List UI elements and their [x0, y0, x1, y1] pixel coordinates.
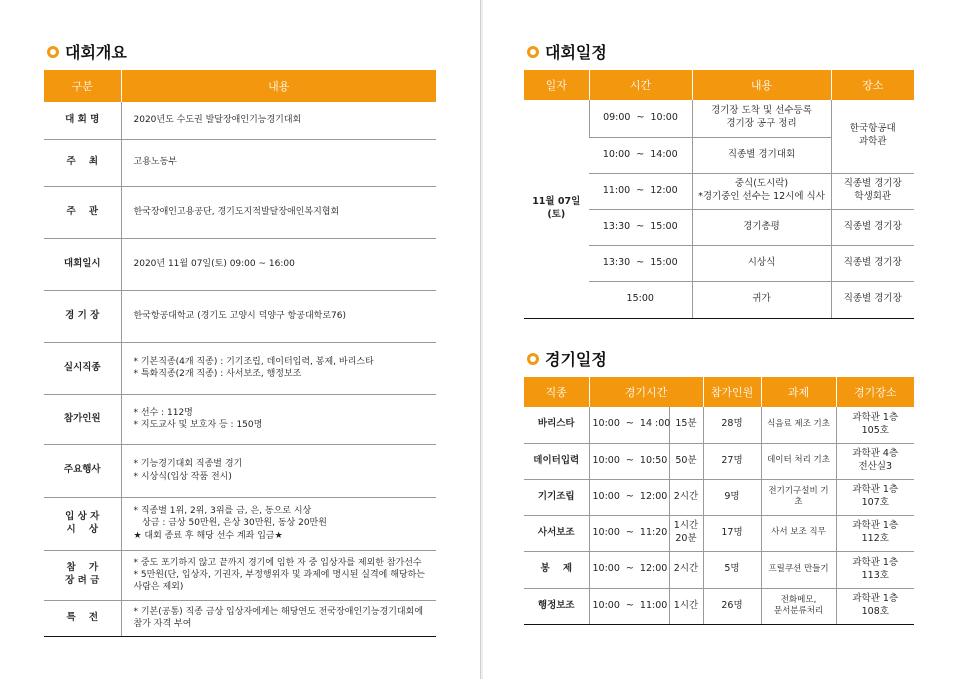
schedule-time: 13:30 ~ 15:00 [589, 245, 692, 281]
schedule-content: 직종별 경기대회 [692, 137, 831, 173]
matches-header-time: 경기시간 [589, 377, 703, 407]
overview-label: 입 상 자 시 상 [44, 497, 121, 550]
overview-row-benefit [44, 600, 436, 636]
overview-line: 한국항공대학교 (경기도 고양시 덕양구 항공대학로76) [133, 310, 346, 321]
overview-row-venue [44, 290, 436, 342]
schedule-place: 한국항공대 과학관 [831, 100, 914, 173]
overview-value [121, 342, 436, 394]
overview-value [121, 550, 436, 600]
match-count: 27명 [703, 443, 761, 479]
match-row [524, 407, 914, 443]
match-place: 과학관 4층 전산실3 [836, 443, 914, 479]
match-row [524, 443, 914, 479]
overview-line: 상금 : 금상 50만원, 은상 30만원, 동상 20만원 [133, 518, 327, 529]
circle-bullet-icon [527, 353, 539, 365]
match-duration: 50분 [669, 443, 703, 479]
schedule-header-content: 내용 [692, 70, 831, 100]
overview-value [121, 238, 436, 290]
match-duration: 1시간 20분 [669, 515, 703, 551]
overview-row-events [44, 444, 436, 497]
overview-value [121, 394, 436, 444]
match-duration: 15분 [669, 407, 703, 443]
overview-row-jobs [44, 342, 436, 394]
schedule-row [524, 100, 914, 137]
match-place: 과학관 1층 113호 [836, 551, 914, 588]
schedule-time: 15:00 [589, 281, 692, 318]
matches-title: 경기일정 [545, 350, 607, 369]
overview-value [121, 139, 436, 186]
match-time: 10:00 ~ 11:20 [589, 515, 669, 551]
schedule-time: 09:00 ~ 10:00 [589, 100, 692, 137]
match-duration: 2시간 [669, 551, 703, 588]
overview-label: 주요행사 [44, 444, 121, 497]
match-task: 전화메모, 문서분류처리 [761, 588, 836, 624]
match-job: 바리스타 [524, 407, 589, 443]
overview-table [44, 70, 436, 637]
match-count: 26명 [703, 588, 761, 624]
match-row [524, 479, 914, 515]
overview-row-participants [44, 394, 436, 444]
circle-bullet-icon [47, 46, 59, 58]
match-place: 과학관 1층 108호 [836, 588, 914, 624]
schedule-content: 경기총평 [692, 209, 831, 245]
overview-header-category: 구분 [44, 70, 121, 102]
page-fold-shadow [481, 0, 483, 679]
schedule-time: 10:00 ~ 14:00 [589, 137, 692, 173]
match-count: 5명 [703, 551, 761, 588]
overview-line: * 중도 포기하지 않고 끝까지 경기에 임한 자 중 입상자를 제외한 참가선수 [133, 557, 422, 568]
overview-label: 경 기 장 [44, 290, 121, 342]
schedule-time: 11:00 ~ 12:00 [589, 173, 692, 209]
matches-header-place: 경기장소 [836, 377, 914, 407]
schedule-table [524, 70, 914, 319]
match-job: 봉 제 [524, 551, 589, 588]
overview-line: ★ 대회 종료 후 해당 선수 계좌 입금★ [133, 530, 283, 541]
overview-line: * 선수 : 112명 [133, 407, 193, 418]
overview-label: 참 가 장 려 금 [44, 550, 121, 600]
match-place: 과학관 1층 105호 [836, 407, 914, 443]
overview-label: 대회일시 [44, 238, 121, 290]
schedule-header-time: 시간 [589, 70, 692, 100]
overview-header-content: 내용 [121, 70, 436, 102]
schedule-content: 귀가 [692, 281, 831, 318]
match-time: 10:00 ~ 12:00 [589, 551, 669, 588]
overview-line: * 특화직종(2개 직종) : 사서보조, 행정보조 [133, 369, 302, 379]
overview-label: 주 최 [44, 139, 121, 186]
match-time: 10:00 ~ 12:00 [589, 479, 669, 515]
overview-value [121, 102, 436, 139]
match-place: 과학관 1층 107호 [836, 479, 914, 515]
overview-title: 대회개요 [65, 43, 127, 62]
match-task: 전기기구설비 기초 [761, 479, 836, 515]
match-row [524, 551, 914, 588]
overview-line: * 시상식(입상 작품 전시) [133, 471, 232, 482]
match-task: 프릴쿠션 만들기 [761, 551, 836, 588]
match-job: 데이터입력 [524, 443, 589, 479]
schedule-place: 직종별 경기장 [831, 209, 914, 245]
match-row [524, 588, 914, 624]
match-count: 17명 [703, 515, 761, 551]
overview-label: 참가인원 [44, 394, 121, 444]
schedule-content: 중식(도시락) *경기중인 선수는 12시에 식사 [692, 173, 831, 209]
match-task: 사서 보조 직무 [761, 515, 836, 551]
match-task: 데이터 처리 기초 [761, 443, 836, 479]
match-time: 10:00 ~ 11:00 [589, 588, 669, 624]
schedule-place: 직종별 경기장 [831, 281, 914, 318]
matches-section-title [527, 347, 607, 370]
overview-line: * 기본직종(4개 직종) : 기기조립, 데이터입력, 봉제, 바리스타 [133, 356, 374, 367]
match-count: 28명 [703, 407, 761, 443]
match-duration: 1시간 [669, 588, 703, 624]
overview-label: 특 전 [44, 600, 121, 636]
match-task: 식음료 제조 기초 [761, 407, 836, 443]
match-job: 사서보조 [524, 515, 589, 551]
schedule-date: 11월 07일(토) [524, 100, 589, 318]
schedule-place: 직종별 경기장 [831, 245, 914, 281]
schedule-title: 대회일정 [545, 43, 607, 62]
match-duration: 2시간 [669, 479, 703, 515]
overview-value [121, 444, 436, 497]
overview-line: 한국장애인고용공단, 경기도지적발달장애인복지협회 [133, 206, 340, 217]
matches-header-count: 참가인원 [703, 377, 761, 407]
schedule-header-date: 일자 [524, 70, 589, 100]
overview-line: * 기능경기대회 직종별 경기 [133, 459, 243, 470]
overview-row-date [44, 238, 436, 290]
overview-value [121, 600, 436, 636]
matches-header-task: 과제 [761, 377, 836, 407]
overview-row-name [44, 102, 436, 139]
schedule-time: 13:30 ~ 15:00 [589, 209, 692, 245]
overview-section-title [47, 40, 127, 63]
overview-value [121, 290, 436, 342]
overview-line: * 직종별 1위, 2위, 3위를 금, 은, 동으로 시상 [133, 506, 312, 517]
schedule-content: 경기장 도착 및 선수등록 경기장 공구 정리 [692, 100, 831, 137]
overview-value [121, 497, 436, 550]
match-place: 과학관 1층 112호 [836, 515, 914, 551]
match-time: 10:00 ~ 10:50 [589, 443, 669, 479]
matches-header-job: 직종 [524, 377, 589, 407]
match-job: 기기조립 [524, 479, 589, 515]
overview-line: * 기본(공통) 직종 금상 입상자에게는 해당연도 전국장애인기능경기대회에 참가 자격 부여 [133, 606, 424, 629]
schedule-header-place: 장소 [831, 70, 914, 100]
overview-line: 2020년 11월 07일(토) 09:00 ~ 16:00 [133, 258, 295, 269]
overview-row-allowance [44, 550, 436, 600]
match-count: 9명 [703, 479, 761, 515]
schedule-section-title [527, 40, 607, 63]
overview-label: 대 회 명 [44, 102, 121, 139]
overview-value [121, 186, 436, 238]
match-time: 10:00 ~ 14 :00 [589, 407, 669, 443]
overview-line: * 지도교사 및 보호자 등 : 150명 [133, 420, 263, 430]
overview-row-organizer [44, 186, 436, 238]
overview-row-awards [44, 497, 436, 550]
schedule-content: 시상식 [692, 245, 831, 281]
overview-row-host [44, 139, 436, 186]
circle-bullet-icon [527, 46, 539, 58]
overview-line: 2020년도 수도권 발달장애인기능경기대회 [133, 115, 302, 126]
overview-line: * 5만원(단, 입상자, 기권자, 부정행위자 및 과제에 명시된 실격에 해당하는 사람은 제외) [133, 569, 426, 593]
schedule-place: 직종별 경기장 학생회관 [831, 173, 914, 209]
matches-table [524, 377, 914, 625]
match-row [524, 515, 914, 551]
overview-line: 고용노동부 [133, 157, 177, 168]
overview-label: 주 관 [44, 186, 121, 238]
overview-label: 실시직종 [44, 342, 121, 394]
match-job: 행정보조 [524, 588, 589, 624]
